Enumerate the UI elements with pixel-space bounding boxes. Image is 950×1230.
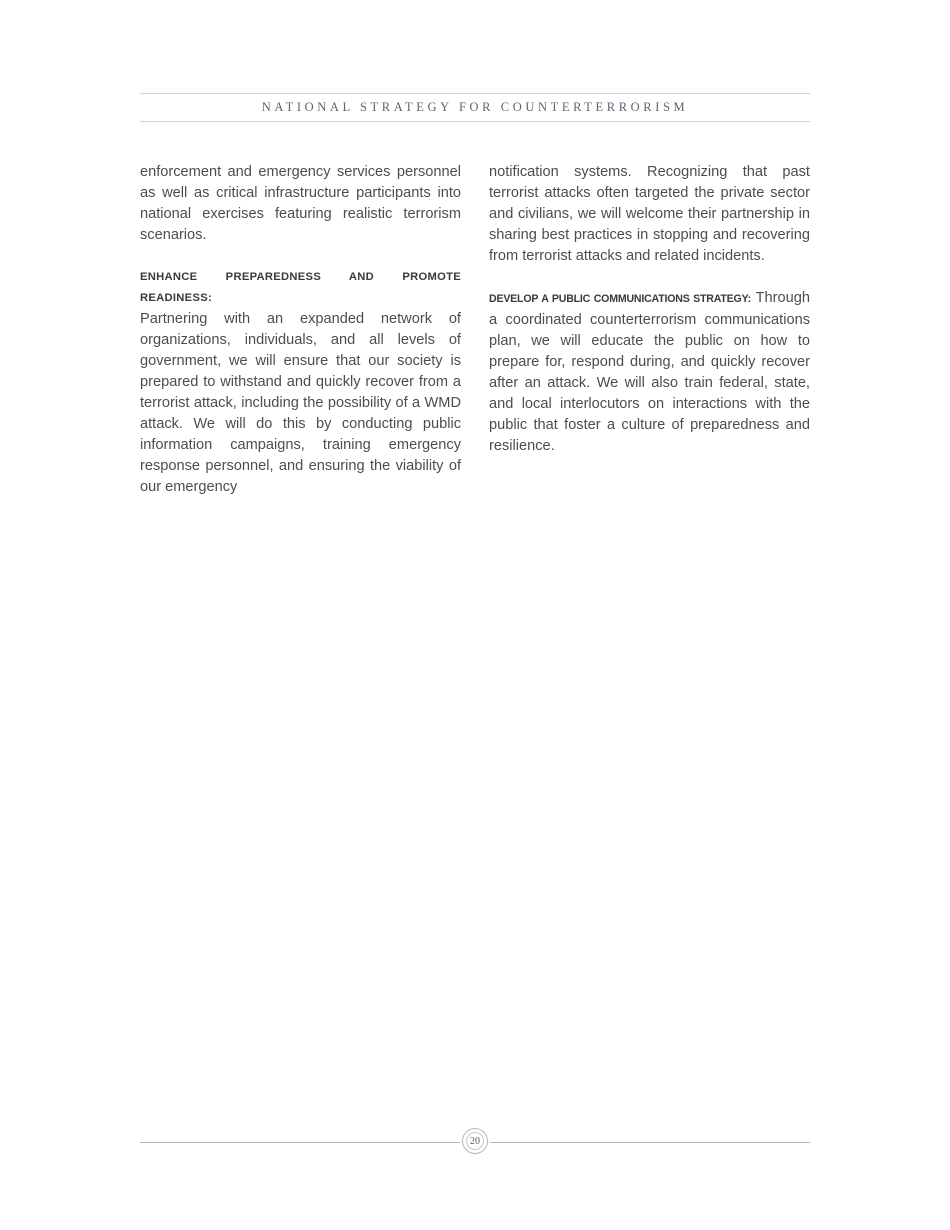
communications-section-title: DEVELOP A PUBLIC COMMUNICATIONS STRATEGY: xyxy=(489,293,751,305)
communications-section-body: Through a coordinated counterterrorism communications plan, we will educate the public on how to prepare for, respond during, and quickly recover after an attack. We will also train federal, state, and local interlocutors on interactions with the public that foster a culture of preparedness and resilience. xyxy=(489,290,810,454)
right-intro-paragraph: notification systems. Recognizing that past terrorist attacks often targeted the private sector and civilians, we will welcome their partnership in sharing best practices in stopping and recovering from terrorist attacks and related incidents. xyxy=(489,164,810,264)
right-column xyxy=(489,162,810,457)
preparedness-section xyxy=(140,267,461,498)
footer-rule-left xyxy=(140,1142,460,1143)
page-number: 20 xyxy=(466,1132,484,1150)
page-number-badge xyxy=(462,1128,488,1154)
footer-rule-right xyxy=(490,1142,810,1143)
preparedness-section-title: ENHANCE PREPAREDNESS AND PROMOTE READINESS: xyxy=(140,271,461,304)
left-column xyxy=(140,162,461,498)
communications-section xyxy=(489,288,810,457)
running-header xyxy=(140,93,810,122)
preparedness-section-body: Partnering with an expanded network of organizations, individuals, and all levels of government, we will ensure that our society is prepared to withstand and quickly recover from a terrorist attack, including the possibility of a WMD attack. We will do this by conducting public information campaigns, training emergency response personnel, and ensuring the viability of our emergency xyxy=(140,311,461,495)
header-title: NATIONAL STRATEGY FOR COUNTERTERRORISM xyxy=(261,100,689,114)
left-intro-paragraph: enforcement and emergency services personnel as well as critical infrastructure participants into national exercises featuring realistic terrorism scenarios. xyxy=(140,164,461,243)
